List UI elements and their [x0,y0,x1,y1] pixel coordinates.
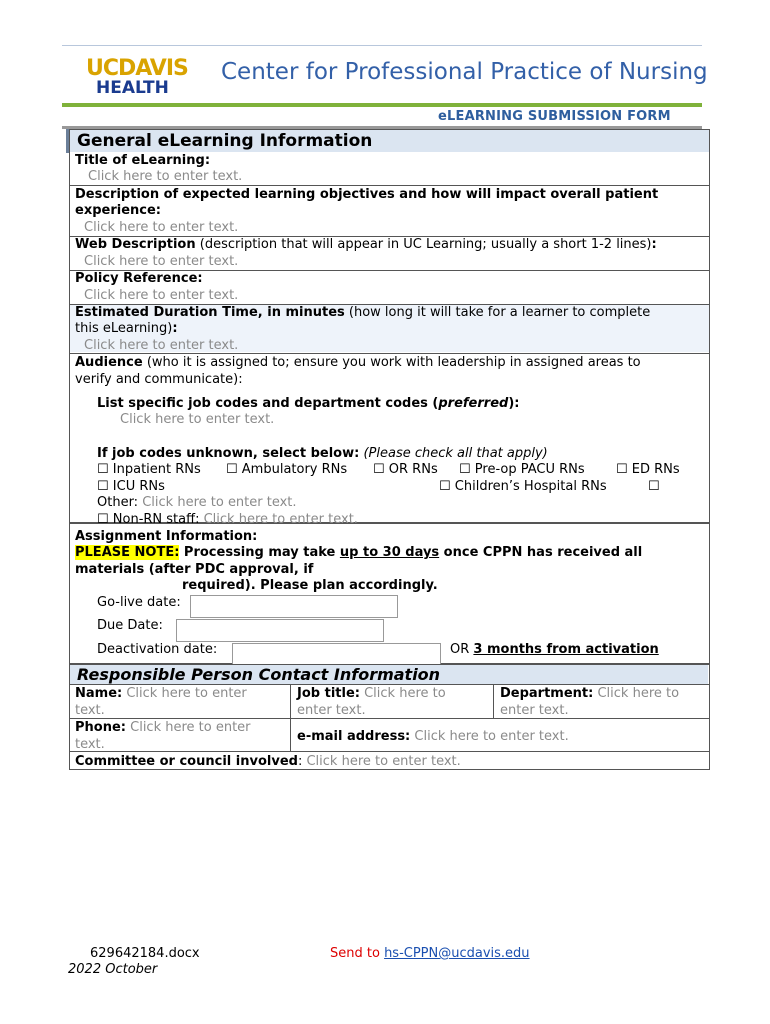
note-30-days: up to 30 days [339,545,440,560]
please-note: PLEASE NOTE: [75,545,180,560]
phone-input[interactable]: Click here to enter text. [75,720,251,752]
description-label: Description of expected learning objectives and how will impact overall patient [75,187,659,202]
description-input[interactable]: Click here to enter text. [84,220,239,235]
web-description-input[interactable]: Click here to enter text. [84,254,239,269]
nonrn-checkbox[interactable]: ☐ Non-RN staff: [97,512,200,527]
due-date-input[interactable] [176,619,384,642]
committee-cell [75,753,705,770]
committee-input[interactable]: Click here to enter text. [306,754,461,769]
jobcodes-end: ): [508,396,520,411]
email-label: e-mail address: [297,729,411,744]
duration-title: Estimated Duration Time, in minutes [75,305,345,320]
name-cell [75,685,285,719]
duration-note: (how long it will take for a learner to complete [344,305,651,320]
title-label: Title of eLearning: [75,153,211,168]
checkbox-ed[interactable]: ☐ ED RNs [616,462,680,477]
committee-colon: : [297,754,303,769]
footer-date: 2022 October [68,962,158,977]
web-description-note: (description that will appear in UC Learning; usually a short 1-2 lines) [195,237,652,252]
contact-heading: Responsible Person Contact Information [70,665,708,684]
or-text: OR [450,642,474,657]
job-title-label: Job title: [297,686,360,701]
other-row [97,495,297,511]
checkbox-inpatient[interactable]: ☐ Inpatient RNs [97,462,201,477]
web-description-colon: : [651,237,657,252]
checkbox-ambulatory[interactable]: ☐ Ambulatory RNs [226,462,348,477]
divider [69,353,710,354]
checkbox-childrens[interactable]: ☐ Children’s Hospital RNs [439,479,607,494]
name-input[interactable]: Click here to enter text. [75,686,247,718]
unknown-title: If job codes unknown, select below: [97,446,360,461]
phone-cell [75,719,285,753]
footer-send-label: Send to [330,946,385,961]
checkbox-or[interactable]: ☐ OR RNs [373,462,438,477]
golive-input[interactable] [190,595,398,618]
web-description-label [75,237,657,253]
committee-label: Committee or council involved [75,754,298,769]
audience-title: Audience [75,355,143,370]
or-label [450,642,659,658]
unknown-note: (Please check all that apply) [359,446,548,461]
note-a: Processing may take [179,545,340,560]
checkbox-preop-pacu[interactable]: ☐ Pre-op PACU RNs [459,462,585,477]
audience-note: (who it is assigned to; ensure you work with leadership in assigned areas to [142,355,641,370]
assignment-heading: Assignment Information: [75,529,258,544]
unknown-label [97,446,548,462]
assignment-note [75,545,642,561]
header-rule [62,45,702,46]
title-input[interactable]: Click here to enter text. [88,169,243,184]
jobcodes-title: List specific job codes and department codes ( [97,396,439,411]
duration-label [75,305,650,321]
golive-label: Go-live date: [97,595,181,610]
jobcodes-input[interactable]: Click here to enter text. [120,412,275,427]
divider [69,185,710,186]
jobcodes-preferred: preferred [438,396,509,411]
footer-email-link[interactable]: hs-CPPN@ucdavis.edu [384,946,530,961]
policy-input[interactable]: Click here to enter text. [84,288,239,303]
job-title-cell [297,685,487,719]
assignment-note-2: materials (after PDC approval, if [75,562,314,577]
department-label: Department: [500,686,594,701]
duration-input[interactable]: Click here to enter text. [84,338,239,353]
ucdavis-logo: UCDAVIS [86,56,188,81]
deactivation-label: Deactivation date: [97,642,218,657]
duration-label-2 [75,321,178,337]
nonrn-input[interactable]: Click here to enter text. [203,512,358,527]
name-label: Name: [75,686,123,701]
department-cell [500,685,705,719]
divider [493,684,494,718]
footer-filename: 629642184.docx [90,946,200,961]
form-title: eLEARNING SUBMISSION FORM [438,109,671,124]
checkbox-icu[interactable]: ☐ ICU RNs [97,479,165,494]
phone-label: Phone: [75,720,126,735]
other-input[interactable]: Click here to enter text. [142,495,297,510]
email-input[interactable]: Click here to enter text. [414,729,569,744]
duration-colon: : [172,321,178,336]
audience-note-2: verify and communicate): [75,372,243,387]
job-title-input[interactable]: Click here to enter text. [297,686,446,718]
description-label-2: experience: [75,203,161,218]
web-description-title: Web Description [75,237,196,252]
checkbox-blank[interactable]: ☐ [648,479,660,494]
page-title: Center for Professional Practice of Nursing [221,59,708,85]
other-label: Other: [97,495,139,510]
deactivation-input[interactable] [232,643,441,666]
health-logo: HEALTH [96,78,169,98]
note-b: once CPPN has received all [439,545,643,560]
email-cell [297,728,707,745]
policy-label: Policy Reference: [75,271,203,286]
assignment-note-3: required). Please plan accordingly. [182,578,438,593]
audience-label [75,355,641,371]
header-green-bar [62,103,702,107]
duration-note-2: this eLearning) [75,321,173,336]
due-label: Due Date: [97,618,163,633]
footer-send [330,946,530,961]
jobcodes-label [97,396,519,412]
or-3-months: 3 months from activation [473,642,659,657]
department-input[interactable]: Click here to enter text. [500,686,680,718]
general-heading: General eLearning Information [70,130,709,152]
